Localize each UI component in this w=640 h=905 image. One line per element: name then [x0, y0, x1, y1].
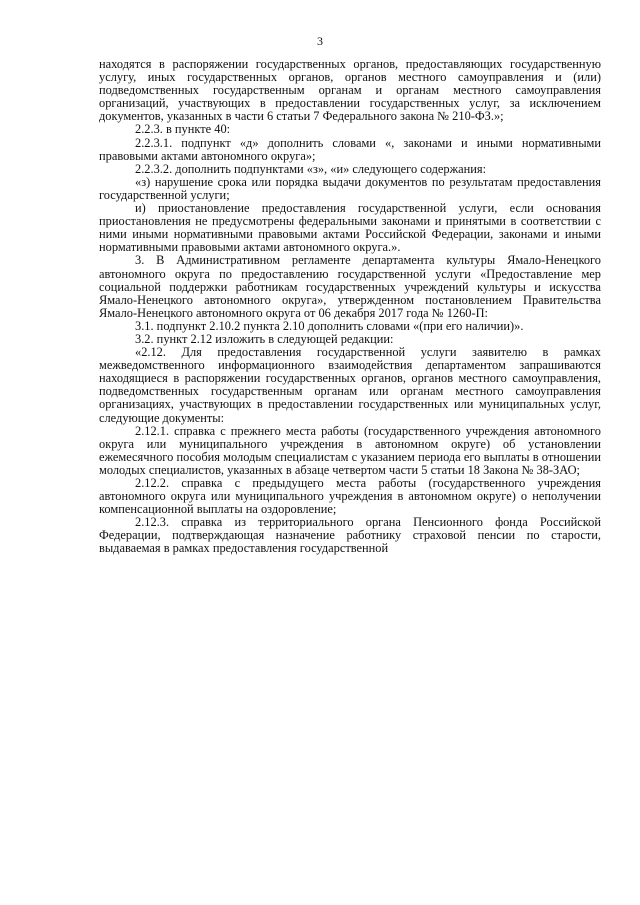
paragraph: 3. В Административном регламенте департамента культуры Ямало-Ненецкого автономного округа по предоставлению государственной услуги «Предоставление мер социальной поддержки работникам государственных учреждений культуры и искусства Ямало-Ненецкого автономного округа», утвержденном постановлением Правительства Ямало-Ненецкого автономного округа от 06 декабря 2017 года № 1260-П:: [99, 253, 601, 320]
paragraph: и) приостановление предоставления государственной услуги, если основания приостановления не предусмотрены федеральными законами и принятыми в соответствии с ними иными нормативными правовыми актами Российской Федерации, законами и иными нормативными правовыми актами автономного округа.».: [99, 201, 601, 255]
paragraph: 2.12.3. справка из территориального органа Пенсионного фонда Российской Федерации, подтверждающая назначение работнику страховой пенсии по старости, выдаваемая в рамках предоставления государственной: [99, 515, 601, 556]
paragraph: 2.12.1. справка с прежнего места работы (государственного учреждения автономного округа или муниципального учреждения в автономном округе) об установлении ежемесячного пособия молодым специалистам с указанием периода его выплаты в отношении молодых специалистов, указанных в абзаце четвертом части 5 статьи 18 Закона № 38-ЗАО;: [99, 423, 601, 477]
paragraph: 3.2. пункт 2.12 изложить в следующей редакции:: [135, 331, 394, 346]
paragraph: 2.2.3.1. подпункт «д» дополнить словами «, законами и иными нормативными правовыми актами автономного округа»;: [99, 135, 601, 163]
document-body: [99, 58, 601, 556]
paragraph: находятся в распоряжении государственных органов, предоставляющих государственную услугу, иных государственных органов, органов местного самоуправления и (или) подведомственных государственным органам и органам местного самоуправления организаций, участвующих в предоставлении государственных услуг, за исключением документов, указанных в части 6 статьи 7 Федерального закона № 210-ФЗ.»;: [99, 57, 601, 124]
paragraph: «з) нарушение срока или порядка выдачи документов по результатам предоставления государственной услуги;: [99, 174, 601, 202]
paragraph: «2.12. Для предоставления государственной услуги заявителю в рамках межведомственного информационного взаимодействия департаментом запрашиваются находящиеся в распоряжении государственных органов, органов местного самоуправления, подведомственных государственным органам или органам местного самоуправления организациях, участвующих в предоставлении государственных или муниципальных услуг, следующие документы:: [99, 345, 601, 425]
paragraph: 2.12.2. справка с предыдущего места работы (государственного учреждения автономного округа или муниципального учреждения в автономном округе) о неполучении компенсационной выплаты на оздоровление;: [99, 476, 601, 517]
paragraph: 2.2.3. в пункте 40:: [135, 122, 231, 137]
paragraph: 2.2.3.2. дополнить подпунктами «з», «и» следующего содержания:: [135, 161, 487, 176]
paragraph: 3.1. подпункт 2.10.2 пункта 2.10 дополнить словами «(при его наличии)».: [135, 318, 524, 333]
page-number: 3: [317, 34, 323, 48]
